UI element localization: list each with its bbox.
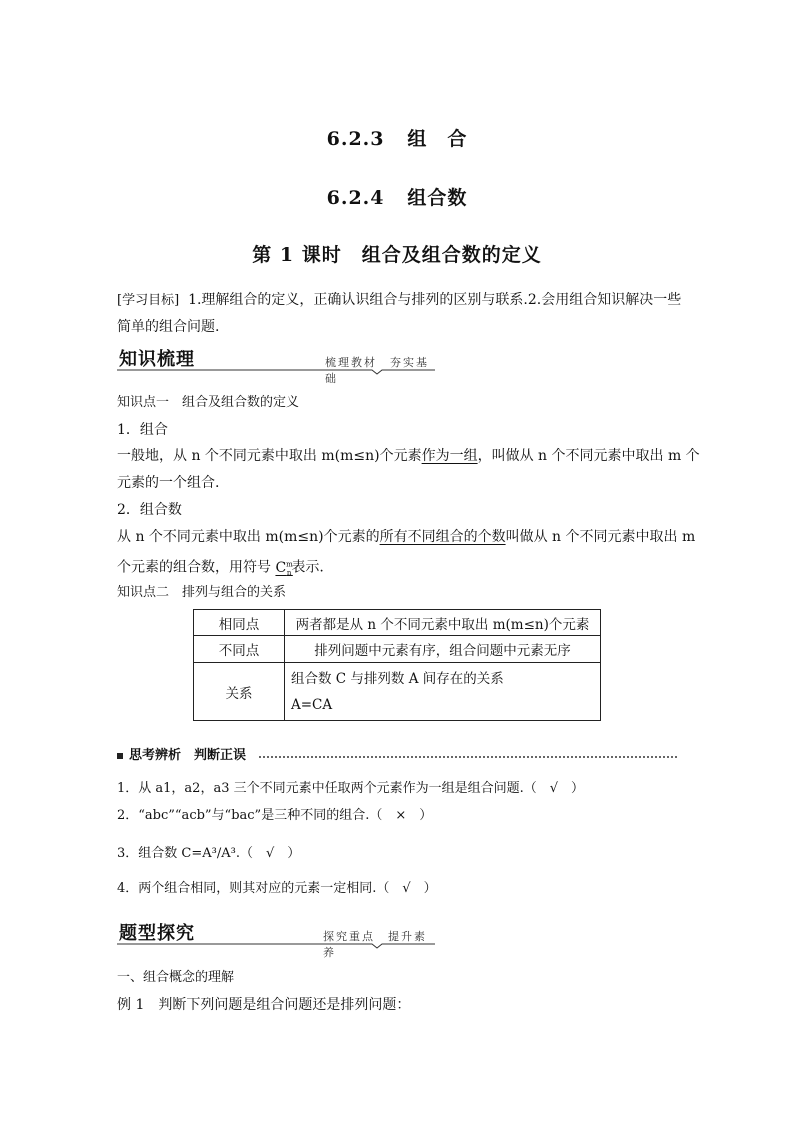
- think-item-2: 2．“abc”“acb”与“bac”是三种不同的组合.（ × ）: [117, 808, 433, 823]
- kp2-title: 知识点二 排列与组合的关系: [117, 585, 287, 600]
- part-heading: 一、组合概念的理解: [117, 970, 235, 985]
- bullet-square-icon: [117, 753, 123, 759]
- underlined-answer: 作为一组: [421, 448, 478, 464]
- table-cell: 排列问题中元素有序，组合问题中元素无序: [285, 636, 601, 663]
- relation-formula: A=CA: [291, 696, 333, 713]
- table-cell-head: 不同点: [194, 636, 285, 663]
- table-cell: 两者都是从 n 个不同元素中取出 m(m≤n)个元素: [285, 610, 601, 636]
- kp1-para1-line2: 元素的一个组合.: [117, 475, 220, 491]
- section-header-subtitle: 梳理教材 夯实基础: [325, 356, 429, 385]
- kp1-para1-line1: 一般地，从 n 个不同元素中取出 m(m≤n)个元素作为一组，叫做从 n 个不同元素中取出 m 个: [117, 448, 700, 464]
- table-row: [194, 636, 601, 663]
- relation-table: [193, 609, 601, 721]
- table-row: [194, 663, 601, 721]
- title-text: 组 合: [407, 128, 468, 150]
- section-header-knowledge: [117, 343, 435, 385]
- objectives-line-1: [学习目标] 1.理解组合的定义，正确认识组合与排列的区别与联系.2.会用组合知识解决一些: [117, 292, 682, 308]
- section-header-explore: [117, 917, 435, 959]
- section-header-subtitle: 探究重点 提升素养: [323, 930, 427, 959]
- table-row: [194, 610, 601, 636]
- example-1: 例 1 判断下列问题是组合问题还是排列问题：: [117, 997, 411, 1013]
- relation-text: 组合数 C 与排列数 A 间存在的关系: [291, 670, 504, 687]
- kp1-title: 知识点一 组合及组合数的定义: [117, 395, 300, 410]
- think-title: 思考辨析 判断正误: [129, 748, 247, 763]
- title-number: 6.2.3: [326, 128, 385, 150]
- think-item-3: 3．组合数 C=A³/A³.（ √ ）: [117, 846, 301, 861]
- kp1-heading-combination: 1．组合: [117, 422, 168, 438]
- lesson-title: 第 1 课时 组合及组合数的定义: [252, 244, 542, 266]
- title-text: 组合数: [407, 187, 468, 209]
- kp1-para2-line1: 从 n 个不同元素中取出 m(m≤n)个元素的所有不同组合的个数叫做从 n 个不同元素中取出 m: [117, 529, 696, 545]
- table-cell-head: 相同点: [194, 610, 285, 636]
- section-header-title: 题型探究: [119, 923, 195, 944]
- kp1-para2-line2: 个元素的组合数，用符号 $C^m_n$表示.: [117, 559, 324, 578]
- dotted-rule: [259, 756, 677, 758]
- section-header-rule: [117, 939, 435, 949]
- think-header: [117, 748, 677, 766]
- table-cell-head: 关系: [194, 663, 285, 721]
- combination-symbol: $C^m_n$: [275, 559, 293, 578]
- section-header-rule: [117, 365, 435, 375]
- objectives-tag: [学习目标]: [117, 293, 180, 308]
- think-item-1: 1．从 a1，a2，a3 三个不同元素中任取两个元素作为一组是组合问题.（ √ ）: [117, 781, 585, 796]
- objectives-line-2: 简单的组合问题.: [117, 319, 220, 335]
- title-number: 6.2.4: [326, 187, 385, 209]
- underlined-answer: 所有不同组合的个数: [379, 529, 506, 545]
- think-item-4: 4．两个组合相同，则其对应的元素一定相同.（ √ ）: [117, 881, 437, 896]
- section-title-623: [0, 124, 794, 151]
- kp1-heading-count: 2．组合数: [117, 502, 182, 518]
- table-cell: [285, 663, 601, 721]
- section-title-624: [0, 183, 794, 210]
- section-header-title: 知识梳理: [119, 349, 195, 370]
